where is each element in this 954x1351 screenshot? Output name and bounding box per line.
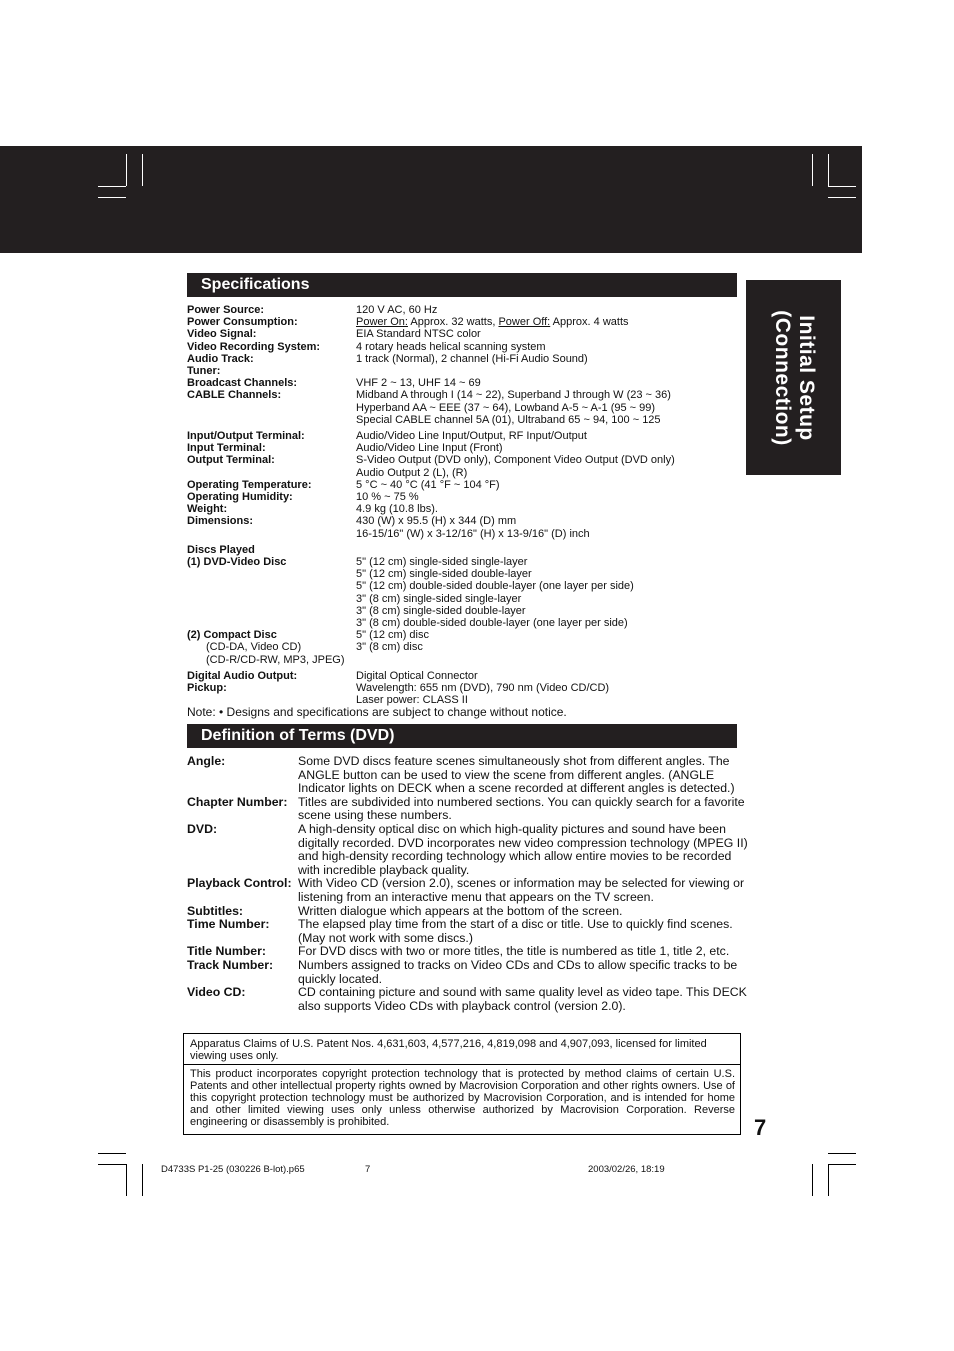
spec-row-output-terminal xyxy=(187,454,737,478)
term-label: Chapter Number: xyxy=(187,794,288,809)
footer-timestamp: 2003/02/26, 18:19 xyxy=(588,1164,665,1175)
spec-value: Audio/Video Line Input/Output, RF Input/Output xyxy=(356,430,587,443)
spec-value: EIA Standard NTSC color xyxy=(356,328,481,341)
spec-value: 4.9 kg (10.8 lbs). xyxy=(356,503,438,516)
crop-mark xyxy=(828,1153,856,1154)
spec-label: Broadcast Channels: xyxy=(187,377,298,390)
spec-row-operating-humidity xyxy=(187,491,737,503)
term-definition: For DVD discs with two or more titles, the title is numbered as title 1, title 2, etc. xyxy=(298,944,730,959)
crop-mark xyxy=(812,154,813,186)
side-tab xyxy=(746,280,841,475)
patent-notice-box xyxy=(183,1033,741,1135)
spec-row-dimensions xyxy=(187,515,737,539)
crop-mark xyxy=(828,1164,856,1165)
patent-claims: Apparatus Claims of U.S. Patent Nos. 4,631,603, 4,577,216, 4,819,098 and 4,907,093, licensed for limited viewing uses only. xyxy=(190,1038,707,1062)
spec-row-pickup xyxy=(187,682,737,706)
term-definition: Written dialogue which appears at the bottom of the screen. xyxy=(298,903,623,918)
spec-value: 120 V AC, 60 Hz xyxy=(356,304,438,316)
spec-row-weight xyxy=(187,503,737,515)
spec-value: Midband A through I (14 ~ 22), Superband J through W (23 ~ 36) Hyperband AA ~ EEE (37 ~ 64), Lowband A-5 ~ A-1 (95 ~ 99) Special CABLE channel 5A (01), Ultraband 65 ~ 94, 100 ~ 125 xyxy=(356,389,671,426)
crop-mark xyxy=(98,1153,126,1154)
term-label: Track Number: xyxy=(187,957,274,972)
term-label: Video CD: xyxy=(187,985,246,1000)
spec-label: Video Recording System: xyxy=(187,340,321,353)
spec-label: (1) DVD-Video Disc xyxy=(187,556,287,569)
term-row xyxy=(187,986,752,1013)
crop-mark xyxy=(828,154,829,186)
spec-label: Power Consumption: xyxy=(187,316,298,329)
term-row xyxy=(187,905,752,919)
spec-row-compact-disc xyxy=(187,629,737,641)
crop-mark xyxy=(126,154,127,186)
spec-row-input-terminal xyxy=(187,442,737,454)
spec-label: Weight: xyxy=(187,503,228,516)
spec-row-power-source xyxy=(187,304,737,316)
spec-label: (2) Compact Disc xyxy=(187,629,277,642)
spec-label: (CD-R/CD-RW, MP3, JPEG) xyxy=(206,653,345,666)
crop-mark xyxy=(828,1164,829,1196)
spec-value: 5 °C ~ 40 °C (41 °F ~ 104 °F) xyxy=(356,478,500,491)
spec-row-dvd-video-disc xyxy=(187,556,737,629)
term-definition: With Video CD (version 2.0), scenes or information may be selected for viewing or listening from an interactive menu that appears on the TV screen. xyxy=(298,876,745,904)
crop-mark xyxy=(828,186,856,187)
spec-row-video-signal xyxy=(187,328,737,340)
header-banner xyxy=(0,146,862,253)
spec-label: Audio Track: xyxy=(187,352,254,365)
spec-value: 3" (8 cm) disc xyxy=(356,641,423,654)
crop-mark xyxy=(142,1164,143,1196)
spec-label: Discs Played xyxy=(187,543,255,556)
specifications-note: Note: • Designs and specifications are subject to change without notice. xyxy=(187,705,567,719)
term-row xyxy=(187,823,752,877)
crop-mark xyxy=(98,186,126,187)
spec-row-discs-played xyxy=(187,544,737,556)
term-label: Angle: xyxy=(187,754,226,768)
spec-row-cd-da xyxy=(187,641,737,653)
crop-mark xyxy=(828,197,856,198)
spec-row-cd-r xyxy=(187,654,737,666)
spec-row-video-recording-system xyxy=(187,341,737,353)
spec-label: Power Source: xyxy=(187,304,265,316)
spec-value: Power On: Approx. 32 watts, Power Off: Approx. 4 watts xyxy=(356,316,629,329)
specifications-list xyxy=(187,304,737,707)
term-definition: Some DVD discs feature scenes simultaneously shot from different angles. The ANGLE button can be used to view the scene from different angles. (ANGLE Indicator lights on DECK when a scene recorded at different angles is detected.) xyxy=(298,754,735,796)
spec-row-audio-track xyxy=(187,353,737,365)
spec-value: 430 (W) x 95.5 (H) x 344 (D) mm 16-15/16" (W) x 3-12/16" (H) x 13-9/16" (D) inch xyxy=(356,515,590,540)
spec-value: VHF 2 ~ 13, UHF 14 ~ 69 xyxy=(356,377,481,390)
spec-value: 1 track (Normal), 2 channel (Hi-Fi Audio Sound) xyxy=(356,352,588,365)
spec-label: (CD-DA, Video CD) xyxy=(206,641,302,654)
term-definition: CD containing picture and sound with same quality level as video tape. This DECK also supports Video CDs with playback control (version 2.0). xyxy=(298,985,747,1013)
spec-label: Output Terminal: xyxy=(187,454,275,467)
term-label: Subtitles: xyxy=(187,903,244,918)
term-row xyxy=(187,945,752,959)
term-row xyxy=(187,959,752,986)
crop-mark xyxy=(812,1164,813,1196)
spec-label: Operating Humidity: xyxy=(187,491,293,504)
term-definition: Titles are subdivided into numbered sections. You can quickly search for a favorite scene using these numbers. xyxy=(298,794,745,823)
side-tab-line-2: (Connection) xyxy=(770,309,794,446)
spec-value: S-Video Output (DVD only), Component Video Output (DVD only) Audio Output 2 (L), (R) xyxy=(356,454,675,479)
side-tab-line-1: Initial Setup xyxy=(794,314,818,441)
spec-value xyxy=(356,365,737,377)
spec-label: Operating Temperature: xyxy=(187,478,312,491)
spec-value: Audio/Video Line Input (Front) xyxy=(356,442,503,455)
definitions-header: Definition of Terms (DVD) xyxy=(187,724,737,748)
spec-label: Input/Output Terminal: xyxy=(187,430,305,443)
term-definition: The elapsed play time from the start of a disc or title. Use to quickly find scenes. (May not work with some discs.) xyxy=(298,917,733,945)
spec-value: Wavelength: 655 nm (DVD), 790 nm (Video CD/CD) Laser power: CLASS II xyxy=(356,682,610,707)
spec-label: Dimensions: xyxy=(187,515,254,528)
spec-row-cable-channels xyxy=(187,389,737,426)
spec-value: Digital Optical Connector xyxy=(356,669,478,682)
footer-page: 7 xyxy=(365,1164,371,1175)
spec-row-digital-audio-output xyxy=(187,670,737,682)
term-label: DVD: xyxy=(187,821,218,836)
side-tab-label xyxy=(770,310,818,445)
term-label: Title Number: xyxy=(187,944,267,959)
spec-value xyxy=(356,544,737,556)
spec-label: Tuner: xyxy=(187,365,221,378)
term-row xyxy=(187,755,752,796)
crop-mark xyxy=(142,154,143,186)
specifications-header: Specifications xyxy=(187,273,737,297)
spec-row-operating-temperature xyxy=(187,479,737,491)
spec-row-broadcast-channels xyxy=(187,377,737,389)
spec-value: 4 rotary heads helical scanning system xyxy=(356,340,546,353)
spec-row-tuner xyxy=(187,365,737,377)
term-label: Time Number: xyxy=(187,917,270,932)
spec-value xyxy=(356,654,737,666)
term-label: Playback Control: xyxy=(187,876,292,891)
spec-label: Digital Audio Output: xyxy=(187,669,298,682)
spec-label: Input Terminal: xyxy=(187,442,266,455)
page-number: 7 xyxy=(754,1115,767,1140)
crop-mark xyxy=(126,1164,127,1196)
term-row xyxy=(187,918,752,945)
term-row xyxy=(187,796,752,823)
copyright-notice: This product incorporates copyright protection technology that is protected by method claims of certain U.S. Patents and other intellectual property rights owned by Macrovision Corporation and other rights owners. Use of this copyright protection technology must be authorized by Macrovision Corporation, and is intended for home and other limited viewing uses only unless otherwise authorized by Macrovision Corporation. Reverse engineering or disassembly is prohibited. xyxy=(190,1068,735,1128)
term-definition: A high-density optical disc on which high-quality pictures and sound have been digitally recorded. DVD incorporates new video compression technology (MPEG II) and high-density recording technology which allow entire movies to be recorded with incredible playback quality. xyxy=(298,821,748,877)
footer-filename: D4733S P1-25 (030226 B-lot).p65 xyxy=(161,1164,305,1175)
term-definition: Numbers assigned to tracks on Video CDs and CDs to allow specific tracks to be quickly located. xyxy=(298,957,738,986)
spec-row-power-consumption xyxy=(187,316,737,328)
definitions-list xyxy=(187,755,752,1013)
patent-divider xyxy=(184,1064,740,1065)
spec-value: 5" (12 cm) disc xyxy=(356,629,429,642)
spec-label: Video Signal: xyxy=(187,328,257,341)
crop-mark xyxy=(98,197,126,198)
crop-mark xyxy=(98,1164,126,1165)
term-row xyxy=(187,877,752,904)
spec-value: 10 % ~ 75 % xyxy=(356,491,419,504)
spec-row-input-output-terminal xyxy=(187,430,737,442)
spec-value: 5" (12 cm) single-sided single-layer 5" (12 cm) single-sided double-layer 5" (12 cm) double-sided double-layer (one layer per side) 3" (8 cm) single-sided single-layer 3" (8 cm) single-sided double-layer 3" (8 cm) double-sided double-layer (one layer per side) xyxy=(356,556,634,630)
spec-label: CABLE Channels: xyxy=(187,389,282,402)
spec-label: Pickup: xyxy=(187,682,227,695)
